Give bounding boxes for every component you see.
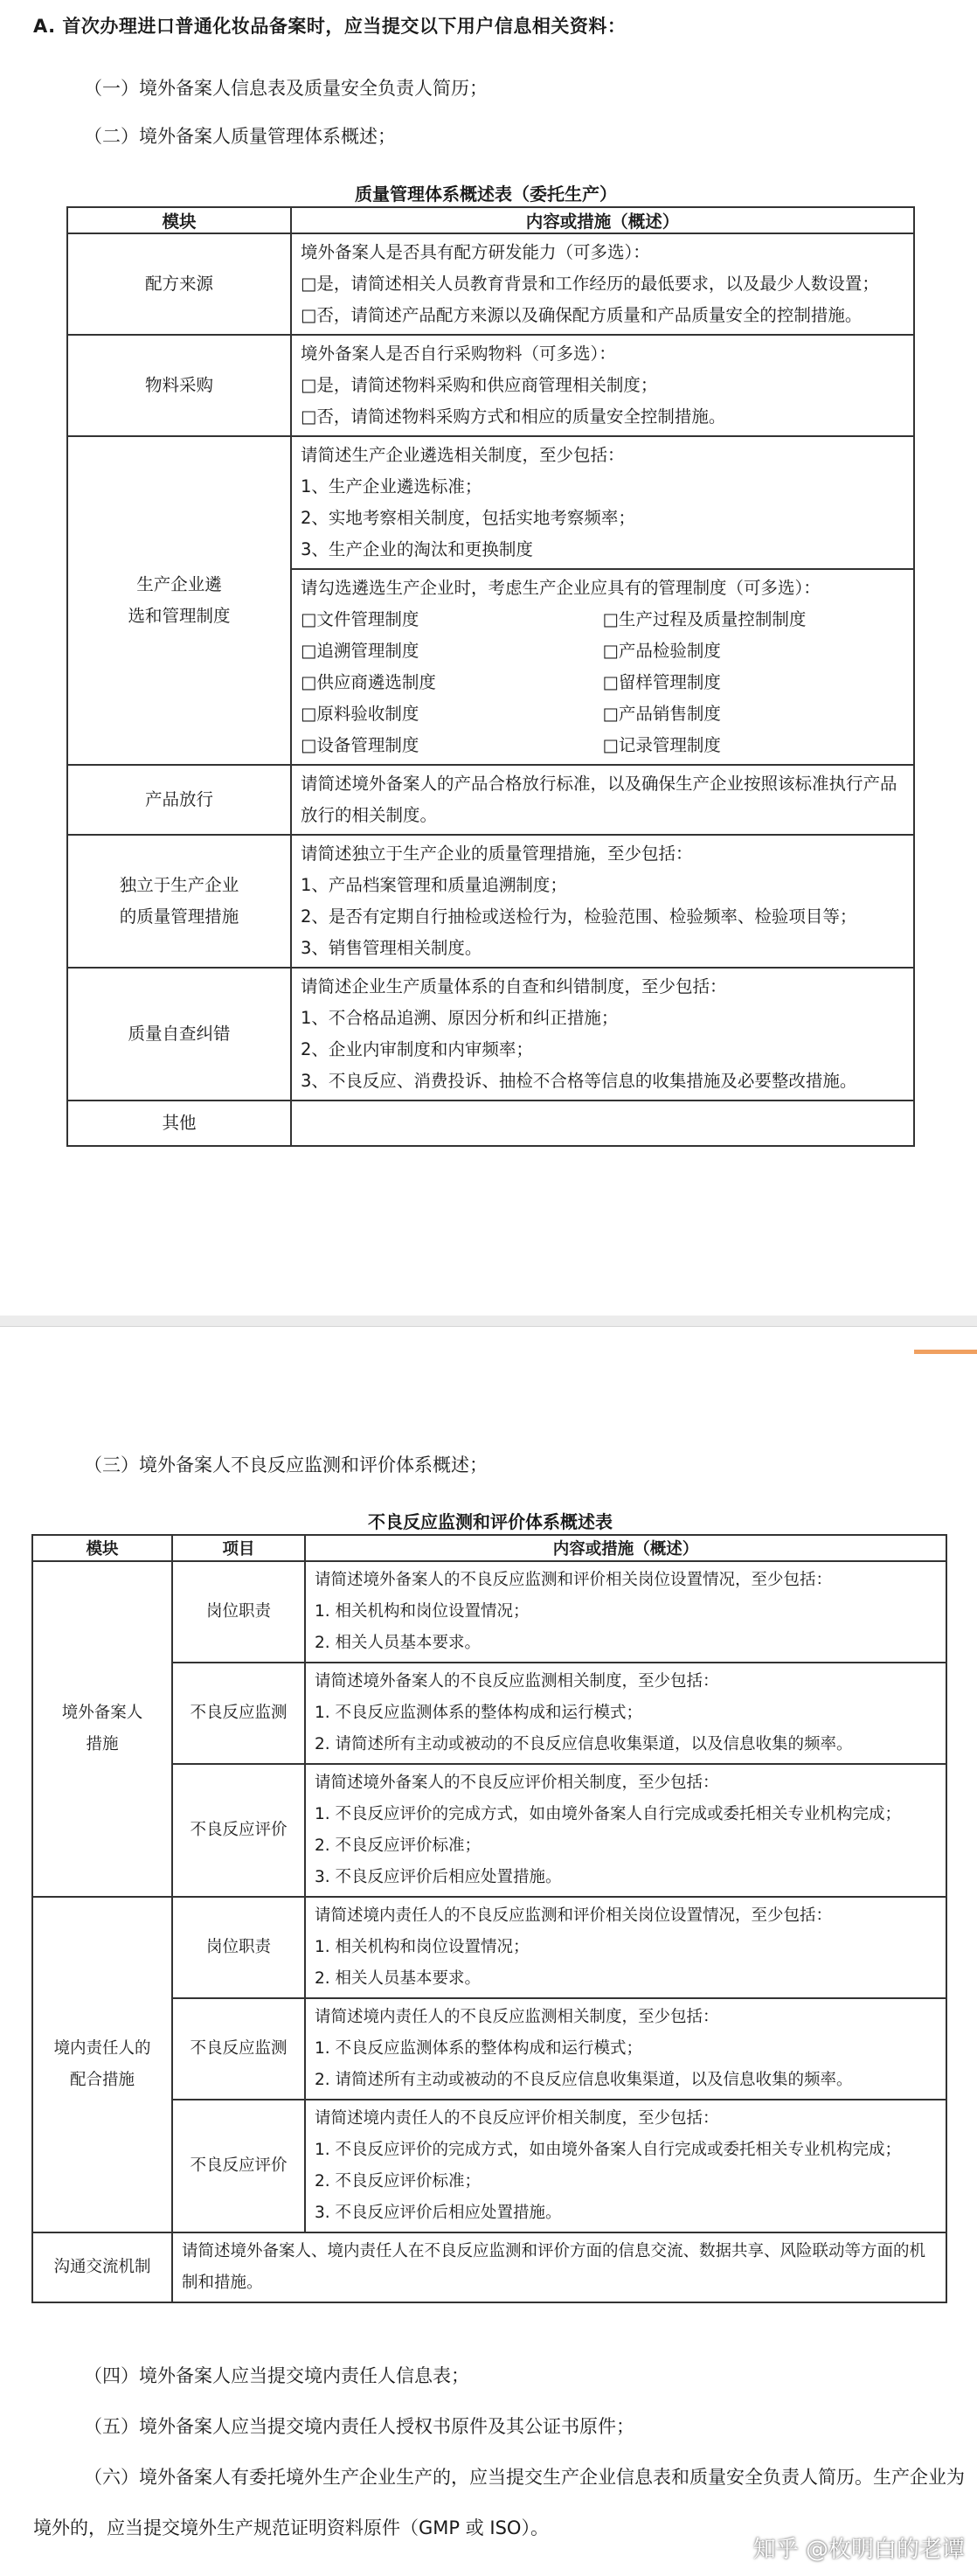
table2-header-module: 模块 — [32, 1535, 172, 1561]
item-cell: 不良反应监测 — [172, 1998, 305, 2100]
content-line: 3、不良反应、消费投诉、抽检不合格等信息的收集措施及必要整改措施。 — [301, 1071, 857, 1091]
content-line: 请简述境外备案人的产品合格放行标准，以及确保生产企业按照该标准执行产品放行的相关制度。 — [301, 774, 897, 825]
content-line: 3. 不良反应评价后相应处置措施。 — [315, 2204, 562, 2222]
content-line: 请简述独立于生产企业的质量管理措施，至少包括： — [301, 844, 693, 864]
checkbox-option: □产品检验制度 — [602, 641, 721, 661]
section-heading: A. 首次办理进口普通化妆品备案时，应当提交以下用户信息相关资料： — [33, 16, 627, 37]
module-label: 措施 — [86, 1735, 119, 1753]
item-6-line-2: 境外的，应当提交境外生产规范证明资料原件（GMP 或 ISO）。 — [33, 2517, 549, 2538]
table-row — [67, 1101, 914, 1146]
module-label: 配方来源 — [144, 274, 213, 294]
content-cell — [291, 968, 914, 1101]
table2-header-item: 项目 — [172, 1535, 305, 1561]
content-cell — [291, 765, 914, 835]
content-line: 1、生产企业遴选标准； — [301, 476, 482, 496]
item-cell: 不良反应评价 — [172, 2100, 305, 2232]
module-label: 独立于生产企业 — [119, 875, 239, 895]
content-line: 1. 不良反应监测体系的整体构成和运行模式； — [315, 2039, 643, 2058]
checkbox-option: □追溯管理制度 — [301, 641, 419, 661]
table-row — [32, 1561, 946, 1663]
content-line: □是，请简述相关人员教育背景和工作经历的最低要求，以及最少人数设置； — [301, 274, 879, 294]
item-4: （四）境外备案人应当提交境内责任人信息表； — [84, 2365, 469, 2386]
content-cell — [305, 2100, 946, 2232]
item-6-line-1: （六）境外备案人有委托境外生产企业生产的，应当提交生产企业信息表和质量安全负责人简历。生产企业为 — [84, 2467, 965, 2488]
content-cell — [172, 2232, 946, 2302]
table1-header-row — [67, 207, 914, 233]
content-line: 请简述境内责任人的不良反应监测和评价相关岗位设置情况，至少包括： — [315, 1906, 833, 1925]
content-line: 1、产品档案管理和质量追溯制度； — [301, 875, 567, 895]
content-line: 3. 不良反应评价后相应处置措施。 — [315, 1868, 562, 1886]
content-line: 请简述生产企业遴选相关制度，至少包括： — [301, 445, 625, 465]
content-line: 2、实地考察相关制度，包括实地考察频率； — [301, 508, 635, 528]
table-row — [67, 835, 914, 968]
adverse-reaction-table — [31, 1534, 947, 2303]
table1-header-content: 内容或措施（概述） — [291, 207, 914, 233]
checkbox-option: □产品销售制度 — [602, 704, 721, 724]
table2-header-content: 内容或措施（概述） — [305, 1535, 946, 1561]
content-line: 2. 请简述所有主动或被动的不良反应信息收集渠道，以及信息收集的频率。 — [315, 2071, 853, 2089]
content-line: 请简述企业生产质量体系的自查和纠错制度，至少包括： — [301, 976, 727, 996]
content-line: 1. 相关机构和岗位设置情况； — [315, 1602, 530, 1621]
checkbox-option: □原料验收制度 — [301, 704, 419, 724]
module-cell — [67, 835, 291, 968]
content-line: 请简述境外备案人、境内责任人在不良反应监测和评价方面的信息交流、数据共享、风险联动等方面的机制和措施。 — [182, 2242, 926, 2292]
content-line: 1、不合格品追溯、原因分析和纠正措施； — [301, 1008, 619, 1028]
checkbox-option: □文件管理制度 — [301, 609, 419, 629]
table-row — [67, 968, 914, 1101]
content-line: 1. 不良反应评价的完成方式，如由境外备案人自行完成或委托相关专业机构完成； — [315, 2141, 902, 2159]
table-row — [67, 335, 914, 436]
checkbox-column-right — [603, 604, 905, 761]
table1-header-module: 模块 — [67, 207, 291, 233]
accent-bar — [914, 1350, 977, 1354]
module-label: 生产企业遴 — [136, 574, 222, 594]
checkbox-option: □留样管理制度 — [602, 672, 721, 692]
item-3: （三）境外备案人不良反应监测和评价体系概述； — [84, 1455, 488, 1475]
module-cell — [67, 436, 291, 765]
module-label: 配合措施 — [69, 2071, 135, 2089]
item-2: （二）境外备案人质量管理体系概述； — [84, 126, 396, 147]
item-cell: 岗位职责 — [172, 1561, 305, 1663]
module-label: 质量自查纠错 — [128, 1024, 231, 1044]
module-label: 物料采购 — [144, 375, 213, 395]
content-line: □否，请简述产品配方来源以及确保配方质量和产品质量安全的控制措施。 — [301, 305, 863, 325]
content-cell — [305, 1897, 946, 1998]
module-cell — [67, 335, 291, 436]
table2-caption: 不良反应监测和评价体系概述表 — [368, 1511, 613, 1532]
module-label: 其他 — [162, 1113, 197, 1133]
content-line: 3、生产企业的淘汰和更换制度 — [301, 539, 533, 559]
content-cell — [305, 1764, 946, 1897]
module-cell — [32, 1561, 172, 1897]
content-line: 2. 相关人员基本要求。 — [315, 1969, 482, 1988]
module-cell — [67, 765, 291, 835]
page-separator-line — [0, 1326, 977, 1327]
item-5: （五）境外备案人应当提交境内责任人授权书原件及其公证书原件； — [84, 2416, 634, 2437]
content-line: 请简述境外备案人的不良反应监测和评价相关岗位设置情况，至少包括： — [315, 1571, 833, 1589]
content-line: 2. 不良反应评价标准； — [315, 2172, 482, 2191]
content-cell — [291, 233, 914, 335]
checkbox-option: □供应商遴选制度 — [301, 672, 436, 692]
content-line: □否，请简述物料采购方式和相应的质量安全控制措施。 — [301, 406, 726, 427]
content-cell — [305, 1561, 946, 1663]
quality-system-table — [66, 206, 915, 1147]
content-line: 1. 相关机构和岗位设置情况； — [315, 1938, 530, 1956]
item-1: （一）境外备案人信息表及质量安全负责人简历； — [84, 78, 488, 99]
content-cell — [305, 1663, 946, 1764]
table-row — [67, 436, 914, 569]
checkbox-option: □记录管理制度 — [602, 735, 721, 755]
module-label: 的质量管理措施 — [119, 906, 239, 927]
table-row — [32, 2232, 946, 2302]
item-cell: 岗位职责 — [172, 1897, 305, 1998]
content-cell — [291, 569, 914, 765]
content-line: 2、是否有定期自行抽检或送检行为，检验范围、检验频率、检验项目等； — [301, 906, 857, 927]
content-line: 请简述境内责任人的不良反应监测相关制度，至少包括： — [315, 2008, 719, 2026]
module-cell — [32, 1897, 172, 2232]
content-line: 2、企业内审制度和内审频率； — [301, 1039, 533, 1059]
module-cell — [67, 1101, 291, 1146]
table-row — [67, 765, 914, 835]
content-line: 2. 请简述所有主动或被动的不良反应信息收集渠道，以及信息收集的频率。 — [315, 1735, 853, 1753]
content-line: 2. 相关人员基本要求。 — [315, 1634, 482, 1652]
table-row — [67, 233, 914, 335]
checkbox-grid — [301, 604, 904, 761]
content-line: 1. 不良反应监测体系的整体构成和运行模式； — [315, 1704, 643, 1722]
module-cell — [67, 968, 291, 1101]
content-line: 1. 不良反应评价的完成方式，如由境外备案人自行完成或委托相关专业机构完成； — [315, 1805, 902, 1823]
item-cell: 不良反应监测 — [172, 1663, 305, 1764]
content-line: 请勾选遴选生产企业时，考虑生产企业应具有的管理制度（可多选）： — [301, 578, 821, 598]
checkbox-column-left — [301, 604, 603, 761]
module-cell — [67, 233, 291, 335]
content-line: 境外备案人是否具有配方研发能力（可多选）： — [301, 242, 650, 262]
table-row — [32, 1897, 946, 1998]
watermark: 知乎 @枚明白的老谭 — [752, 2537, 965, 2563]
page-separator — [0, 1316, 977, 1326]
content-line: 请简述境内责任人的不良反应评价相关制度，至少包括： — [315, 2109, 719, 2128]
content-cell — [291, 1101, 914, 1146]
content-line: 2. 不良反应评价标准； — [315, 1837, 482, 1855]
content-cell — [291, 835, 914, 968]
module-cell: 沟通交流机制 — [32, 2232, 172, 2302]
module-label: 境内责任人的 — [53, 2039, 151, 2058]
item-cell: 不良反应评价 — [172, 1764, 305, 1897]
checkbox-option: □设备管理制度 — [301, 735, 419, 755]
content-line: 请简述境外备案人的不良反应监测相关制度，至少包括： — [315, 1672, 719, 1691]
module-label: 选和管理制度 — [128, 606, 231, 626]
table2-header-row — [32, 1535, 946, 1561]
content-line: 境外备案人是否自行采购物料（可多选）： — [301, 344, 616, 364]
module-label: 产品放行 — [144, 789, 213, 809]
content-line: □是，请简述物料采购和供应商管理相关制度； — [301, 375, 658, 395]
content-cell — [291, 335, 914, 436]
content-line: 请简述境外备案人的不良反应评价相关制度，至少包括： — [315, 1774, 719, 1792]
table1-caption: 质量管理体系概述表（委托生产） — [355, 184, 617, 205]
checkbox-option: □生产过程及质量控制制度 — [602, 609, 807, 629]
content-cell — [291, 436, 914, 569]
content-line: 3、销售管理相关制度。 — [301, 938, 482, 958]
content-cell — [305, 1998, 946, 2100]
module-label: 境外备案人 — [61, 1704, 143, 1722]
